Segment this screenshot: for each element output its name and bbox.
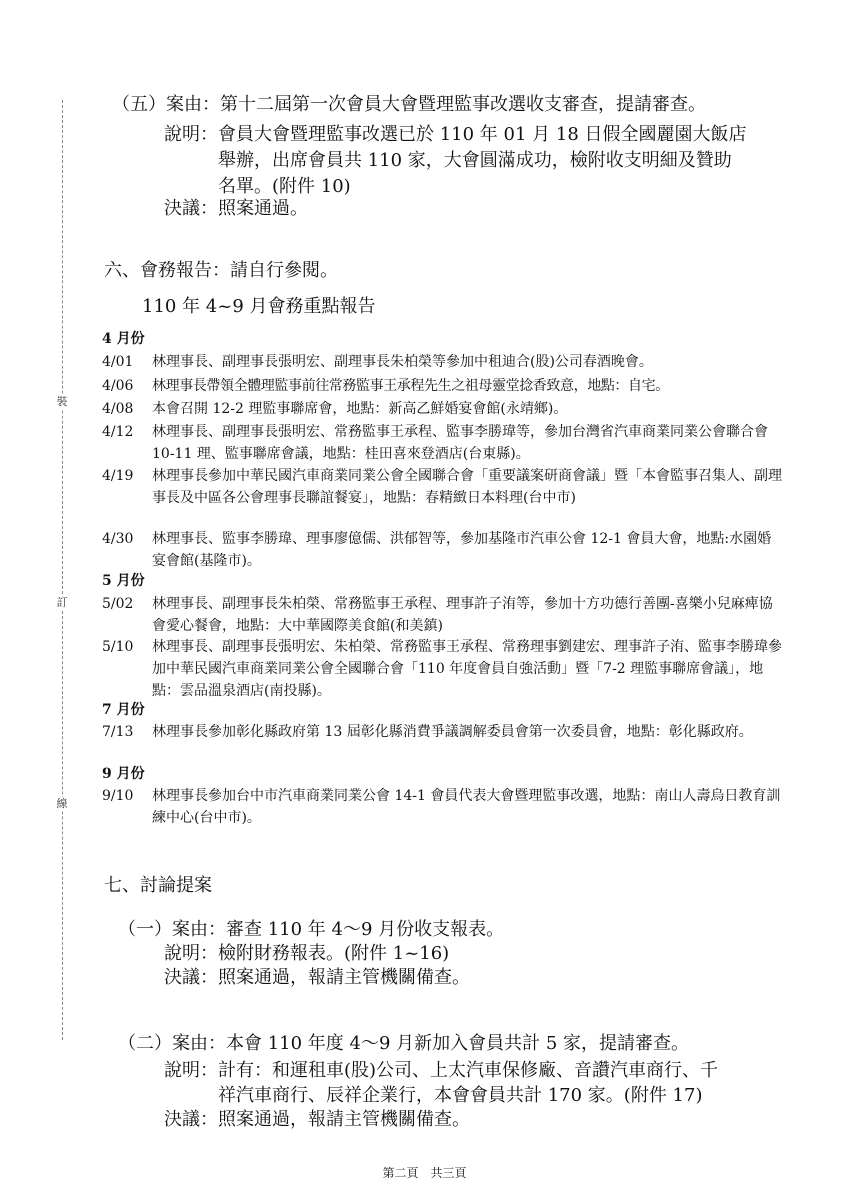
entry-date: 7/13	[102, 724, 134, 740]
proposal1-desc: 檢附財務報表。(附件 1~16)	[218, 943, 450, 964]
proposal1-desc-label: 說明：	[164, 943, 218, 964]
item5-desc-line-1: 會員大會暨理監事改選已於 110 年 01 月 18 日假全國麗園大飯店	[218, 124, 747, 145]
proposal1-resolution: 照案通過，報請主管機關備查。	[218, 967, 470, 988]
month-heading-may: 5 月份	[102, 573, 145, 589]
entry-text: 林理事長參加台中市汽車商業同業公會 14-1 會員代表大會暨理監事改選，地點：南山人壽烏日教育訓練中心(台中市)。	[152, 788, 781, 826]
proposal2-desc-label: 說明：	[164, 1060, 218, 1081]
proposal2-desc-line-2: 祥汽車商行、辰祥企業行，本會會員共計 170 家。(附件 17)	[218, 1085, 703, 1106]
proposal2-resolution: 照案通過，報請主管機關備查。	[218, 1109, 470, 1130]
entry-date: 5/10	[102, 639, 134, 655]
binding-mark-xian: 線	[56, 797, 68, 810]
proposal1-resolution-row	[164, 965, 470, 991]
entry-date: 4/06	[102, 378, 134, 394]
section6-heading: 六、會務報告：請自行參閱。	[104, 260, 338, 281]
proposal1-text: 審查 110 年 4～9 月份收支報表。	[226, 919, 505, 940]
proposal1-desc-row	[164, 941, 449, 967]
entry-text: 林理事長、副理事長張明宏、朱柏榮、常務監事王承程、常務理事劉建宏、理事許子洧、監事李勝瑋參加中華民國汽車商業同業公會全國聯合會「110 年度會員自強活動」暨「7-2 理監事聯席會議」，地點：雲品溫泉酒店(南投縣)。	[152, 639, 782, 699]
item5-desc-label: 說明：	[164, 124, 218, 145]
item5-text: 第十二屆第一次會員大會暨理監事改選收支審查，提請審查。	[220, 94, 706, 115]
entry-text: 林理事長、副理事長張明宏、副理事長朱柏榮等參加中租迪合(股)公司春酒晚會。	[152, 354, 653, 370]
entry-text: 林理事長參加彰化縣政府第 13 屆彰化縣消費爭議調解委員會第一次委員會，地點：彰化縣政府。	[152, 724, 753, 740]
entry-date: 4/12	[102, 424, 134, 440]
proposal1-resolution-label: 決議：	[164, 967, 218, 988]
item5-label: （五）案由：	[112, 94, 220, 115]
entry-date: 4/01	[102, 354, 134, 370]
entry-text: 林理事長、監事李勝瑋、理事廖億儒、洪郁智等，參加基隆市汽車公會 12-1 會員大會，地點:水園婚宴會館(基隆市)。	[152, 531, 772, 569]
binding-line	[62, 100, 63, 1040]
item5-resolution-row	[164, 196, 308, 222]
item5-resolution-label: 決議：	[164, 198, 218, 219]
entry-date: 5/02	[102, 596, 134, 612]
month-heading-apr: 4 月份	[102, 331, 145, 347]
entry-text: 林理事長帶領全體理監事前往常務監事王承程先生之祖母靈堂捻香致意，地點：自宅。	[152, 378, 669, 394]
proposal2-label: （二）案由：	[118, 1033, 226, 1054]
page-number: 第二頁 共三頁	[382, 1166, 467, 1180]
proposal2-resolution-label: 決議：	[164, 1109, 218, 1130]
binding-mark-ding: 訂	[56, 596, 68, 609]
month-heading-sep: 9 月份	[102, 766, 145, 782]
entry-text: 林理事長參加中華民國汽車商業同業公會全國聯合會「重要議案研商會議」暨「本會監事召集人、副理事長及中區各公會理事長聯誼餐宴」，地點：春精緻日本料理(台中市)	[152, 468, 782, 506]
proposal1-row	[118, 917, 504, 943]
proposal2-resolution-row	[164, 1107, 470, 1133]
entry-text: 林理事長、副理事長張明宏、常務監事王承程、監事李勝瑋等，參加台灣省汽車商業同業公會聯合會 10-11 理、監事聯席會議，地點：桂田喜來登酒店(台東縣)。	[152, 424, 768, 462]
item5-resolution: 照案通過。	[218, 198, 308, 219]
section6-subheading: 110 年 4~9 月會務重點報告	[142, 296, 376, 317]
proposal2-text: 本會 110 年度 4～9 月新加入會員共計 5 家，提請審查。	[226, 1033, 690, 1054]
item5-desc-line-2: 舉辦，出席會員共 110 家，大會圓滿成功，檢附收支明細及贊助	[218, 150, 732, 171]
entry-text: 林理事長、副理事長朱柏榮、常務監事王承程、理事許子洧等，參加十方功德行善團-喜樂小兒麻痺協會愛心餐會，地點：大中華國際美食館(和美鎮)	[152, 596, 773, 634]
binding-mark-zhuang: 裝	[56, 395, 68, 408]
item5-row	[112, 92, 706, 118]
item5-desc-line-3: 名單。(附件 10)	[218, 176, 351, 197]
entry-date: 4/08	[102, 401, 134, 417]
proposal2-desc-line-1: 計有：和運租車(股)公司、上太汽車保修廠、音讚汽車商行、千	[218, 1060, 719, 1081]
entry-text: 本會召開 12-2 理監事聯席會，地點：新高乙鮮婚宴會館(永靖鄉)。	[152, 401, 568, 417]
proposal2-row	[118, 1031, 689, 1057]
entry-date: 9/10	[102, 788, 134, 804]
month-heading-jul: 7 月份	[102, 702, 145, 718]
entry-date: 4/30	[102, 531, 134, 547]
entry-date: 4/19	[102, 468, 134, 484]
section7-heading: 七、討論提案	[104, 875, 212, 896]
proposal1-label: （一）案由：	[118, 919, 226, 940]
